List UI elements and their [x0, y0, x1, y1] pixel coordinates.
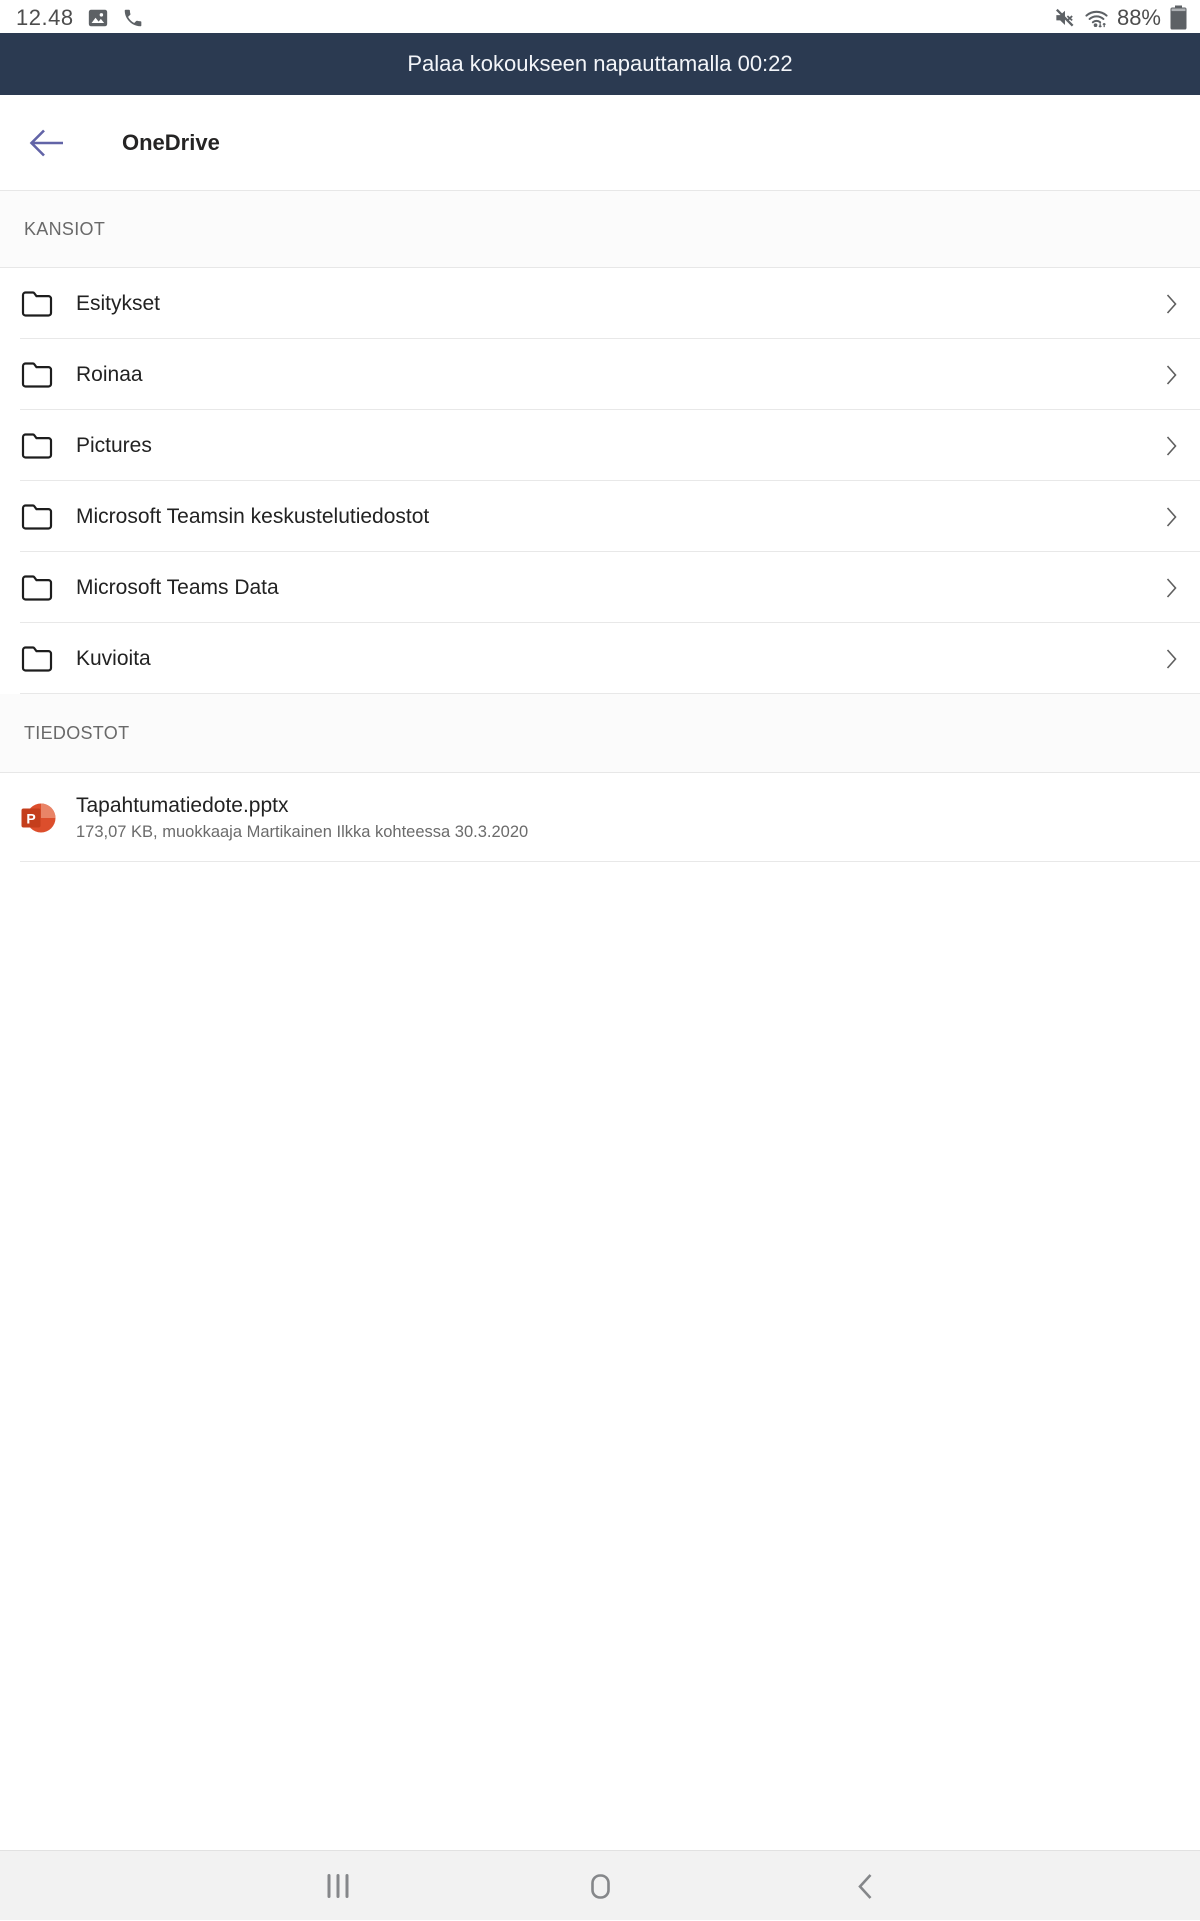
chevron-right-icon [1165, 435, 1178, 457]
phone-call-icon [122, 7, 144, 29]
folder-name: Microsoft Teamsin keskustelutiedostot [76, 504, 430, 528]
return-to-meeting-banner[interactable] [0, 33, 1200, 95]
status-bar-left [16, 5, 144, 31]
android-navigation-bar [0, 1850, 1200, 1920]
file-row-tapahtumatiedote[interactable] [0, 773, 1200, 862]
folder-icon [20, 360, 54, 390]
chevron-right-icon [1165, 364, 1178, 386]
recent-apps-button[interactable] [306, 1851, 370, 1921]
files-section-label: TIEDOSTOT [24, 722, 130, 743]
chevron-right-icon [1165, 648, 1178, 670]
home-button[interactable] [568, 1851, 632, 1921]
chevron-right-icon [1165, 577, 1178, 599]
folder-icon [20, 502, 54, 532]
folder-icon [20, 573, 54, 603]
chevron-right-icon [1165, 293, 1178, 315]
chevron-right-icon [1165, 506, 1178, 528]
folder-row-pictures[interactable] [0, 410, 1200, 481]
app-header [0, 95, 1200, 190]
folder-row-roinaa[interactable] [0, 339, 1200, 410]
svg-text:P: P [26, 810, 36, 826]
folder-row-teams-keskustelutiedostot[interactable] [0, 481, 1200, 552]
wifi-icon [1084, 6, 1109, 30]
powerpoint-file-icon [20, 799, 58, 837]
folder-icon [20, 289, 54, 319]
return-to-meeting-label: Palaa kokoukseen napauttamalla 00:22 [407, 51, 793, 76]
file-name: Tapahtumatiedote.pptx [76, 793, 289, 817]
folder-icon [20, 431, 54, 461]
folder-name: Roinaa [76, 362, 143, 386]
file-details: 173,07 KB, muokkaaja Martikainen Ilkka kohteessa 30.3.2020 [76, 822, 529, 841]
folder-name: Esitykset [76, 291, 161, 315]
sound-muted-icon [1053, 6, 1076, 29]
battery-icon [1169, 5, 1188, 30]
files-section-header [0, 694, 1200, 773]
folder-row-kuvioita[interactable] [0, 623, 1200, 694]
image-notification-icon [87, 7, 109, 29]
status-bar [0, 0, 1200, 33]
page-title: OneDrive [122, 129, 220, 155]
folder-name: Kuvioita [76, 646, 151, 670]
status-bar-right [1053, 5, 1188, 31]
folder-list [0, 268, 1200, 694]
folder-name: Pictures [76, 433, 152, 457]
navigate-back-button[interactable] [833, 1851, 897, 1921]
back-button[interactable] [22, 122, 70, 164]
file-info [76, 794, 528, 842]
home-icon [591, 1874, 610, 1899]
battery-percent-label: 88% [1116, 4, 1161, 30]
folder-name: Microsoft Teams Data [76, 575, 279, 599]
back-arrow-icon [25, 126, 67, 160]
folder-row-esitykset[interactable] [0, 268, 1200, 339]
folders-section-header [0, 190, 1200, 268]
clock: 12.48 [16, 4, 74, 30]
folder-icon [20, 644, 54, 674]
recent-apps-icon [325, 1873, 351, 1899]
navigate-back-icon [857, 1873, 873, 1900]
folders-section-label: KANSIOT [24, 218, 106, 239]
folder-row-teams-data[interactable] [0, 552, 1200, 623]
